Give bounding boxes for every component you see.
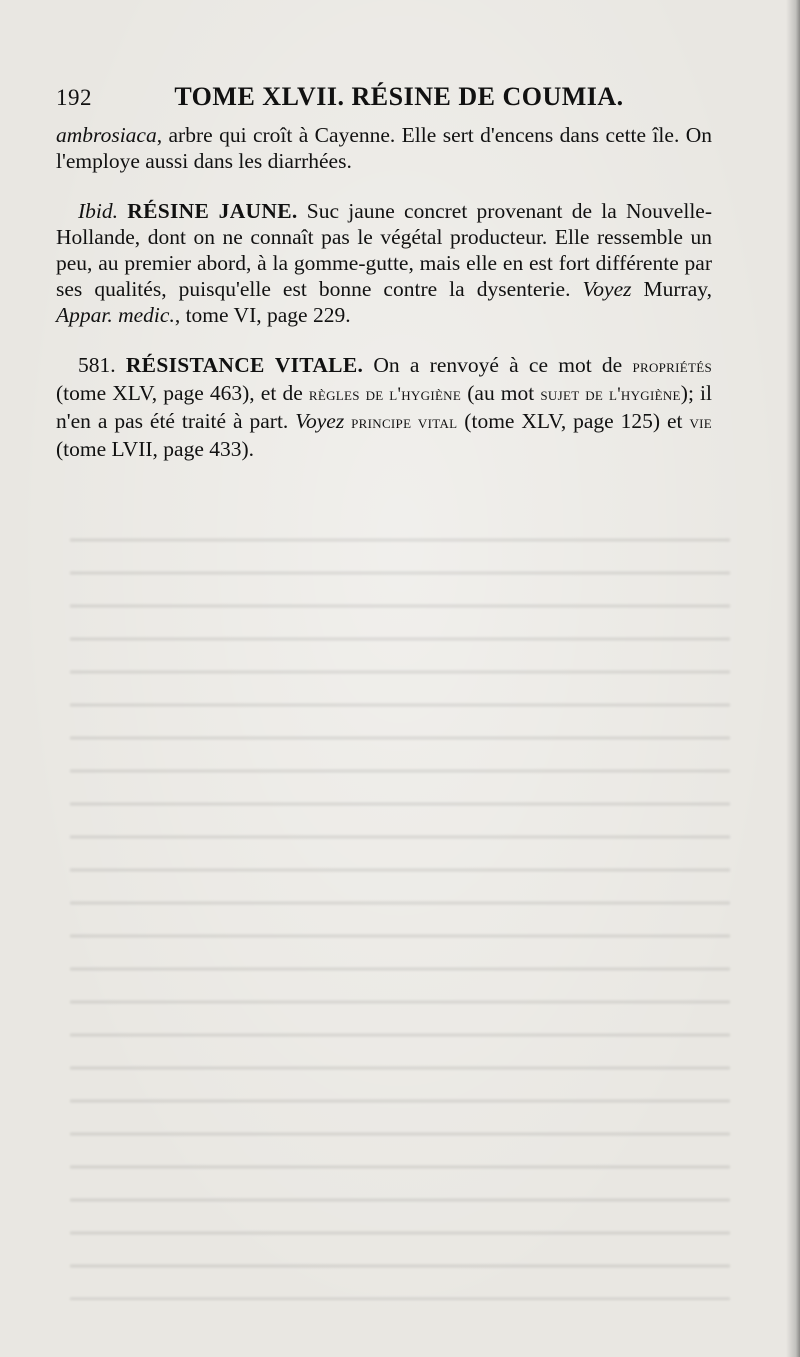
species-name: ambrosiaca — [56, 123, 157, 147]
paragraph-text: On a renvoyé à ce mot de — [363, 353, 633, 377]
bleed-through-texture — [70, 520, 730, 1300]
paragraph-text: , tome VI, page 229. — [174, 303, 351, 327]
cross-reference: propriétés — [632, 356, 713, 377]
cross-reference: vie — [689, 412, 713, 433]
cross-reference: règles de l'hygiène — [308, 384, 462, 405]
paragraph-text: (tome XLV, page 463), et de — [56, 381, 309, 405]
entry-heading: RÉSINE JAUNE. — [127, 199, 298, 223]
voyez-reference: Voyez — [295, 409, 345, 433]
running-head: TOME XLVII. RÉSINE DE COUMIA. — [174, 82, 624, 111]
entry-number: 581. — [78, 353, 116, 377]
paragraph-ambrosiaca — [56, 122, 712, 174]
paragraph-resistance-vitale — [56, 352, 712, 462]
voyez-reference: Voyez — [582, 277, 632, 301]
page-header — [56, 82, 712, 122]
paragraph-text: ); il n'en a pas été traité à part. — [56, 381, 712, 433]
cross-reference: sujet de l'hygiène — [540, 384, 681, 405]
paragraph-text: Murray, — [631, 277, 712, 301]
ibid-label: Ibid. — [78, 199, 119, 223]
entry-heading: RÉSISTANCE VITALE. — [125, 353, 364, 377]
cross-reference: principe vital — [351, 412, 458, 433]
paragraph-text: Suc jaune concret provenant de la Nouvelle-Hollande, dont on ne connaît pas le végétal producteur. Elle ressemble un peu, au premier abord, à la gomme-gutte, mais elle en est fort différente par ses qualités, puisqu'elle est bonne contre la dysenterie. — [56, 199, 712, 301]
paragraph-text: (tome XLV, page 125) et — [457, 409, 690, 433]
page-number: 192 — [56, 85, 92, 110]
paragraph-text: (au mot — [461, 381, 541, 405]
reference-title: Appar. medic. — [56, 303, 175, 327]
page-content — [56, 82, 712, 462]
paragraph-resine-jaune — [56, 198, 712, 328]
paragraph-text: , arbre qui croît à Cayenne. Elle sert d'encens dans cette île. On l'employe aussi dans les diarrhées. — [56, 123, 712, 173]
page-edge-shadow — [786, 0, 800, 1357]
paragraph-text: (tome LVII, page 433). — [56, 437, 255, 461]
